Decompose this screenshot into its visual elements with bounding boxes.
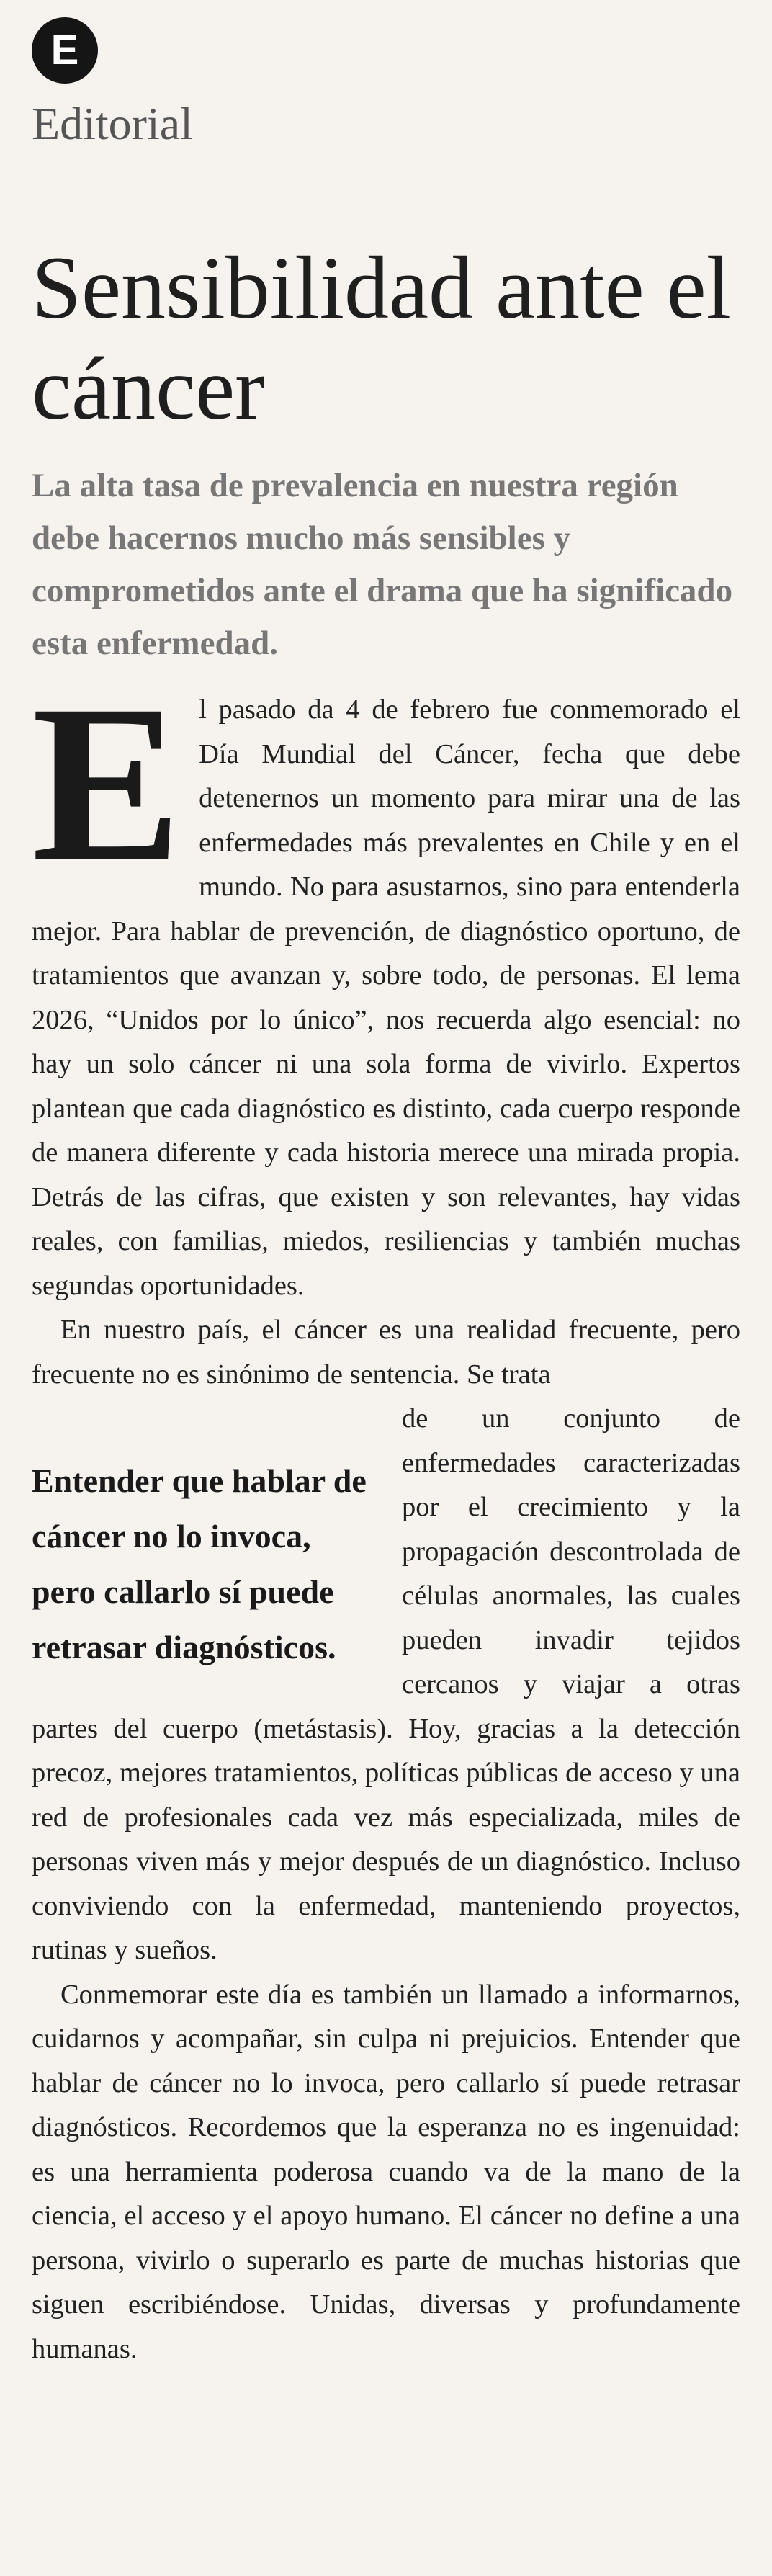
pull-quote: Entender que hablar de cáncer no lo invoca, pero callarlo sí puede retrasar diagnósticos. [32,1462,367,1665]
section-badge: E [32,17,98,84]
headline: Sensibilidad ante el cáncer [32,238,732,438]
drop-cap: E [32,659,182,908]
paragraph-2-start: En nuestro país, el cáncer es una realidad frecuente, pero frecuente no es sinónimo de sentencia. Se trata [32,1315,740,1390]
article-body [32,659,740,2371]
paragraph-1: l pasado da 4 de febrero fue conmemorado el Día Mundial del Cáncer, fecha que debe detenernos un momento para mirar una de las enfermedades más prevalentes en Chile y en el mundo. No para asustarnos, sino para entenderla mejor. Para hablar de prevención, de diagnóstico oportuno, de tratamientos que avanzan y, sobre todo, de personas. El lema 2026, “Unidos por lo único”, nos recuerda algo esencial: no hay un solo cáncer ni una sola forma de vivirlo. Expertos plantean que cada diagnóstico es distinto, cada cuerpo responde de manera diferente y cada historia merece una mirada propia. Detrás de las cifras, que existen y son relevantes, hay vidas reales, con familias, miedos, resiliencias y también muchas segundas oportunidades. [32,694,740,1301]
paragraph-3: Conmemorar este día es también un llamado a informarnos, cuidarnos y acompañar, sin culpa ni prejuicios. Entender que hablar de cáncer no lo invoca, pero callarlo sí puede retrasar diagnósticos. Recordemos que la esperanza no es ingenuidad: es una herramienta poderosa cuando va de la mano de la ciencia, el acceso y el apoyo humano. El cáncer no define a una persona, vivirlo o superarlo es parte de muchas historias que siguen escribiéndose. Unidas, diversas y profundamente humanas. [32,1979,740,2364]
dek: La alta tasa de prevalencia en nuestra región debe hacernos mucho más sensibles y comprometidos ante el drama que ha significado esta enfermedad. [32,467,733,662]
paragraph-2-rest: de un conjunto de enfermedades caracterizadas por el crecimiento y la propagación descontrolada de células anormales, las cuales pueden invadir tejidos cercanos y viajar a otras partes del cuerpo (metástasis). Hoy, gracias a la detección precoz, mejores tratamientos, políticas públicas de acceso y una red de profesionales cada vez más especializada, miles de personas viven más y mejor después de un diagnóstico. Incluso conviviendo con la enfermedad, manteniendo proyectos, rutinas y sueños. [32,1403,740,1965]
section-label: Editorial [32,98,193,149]
